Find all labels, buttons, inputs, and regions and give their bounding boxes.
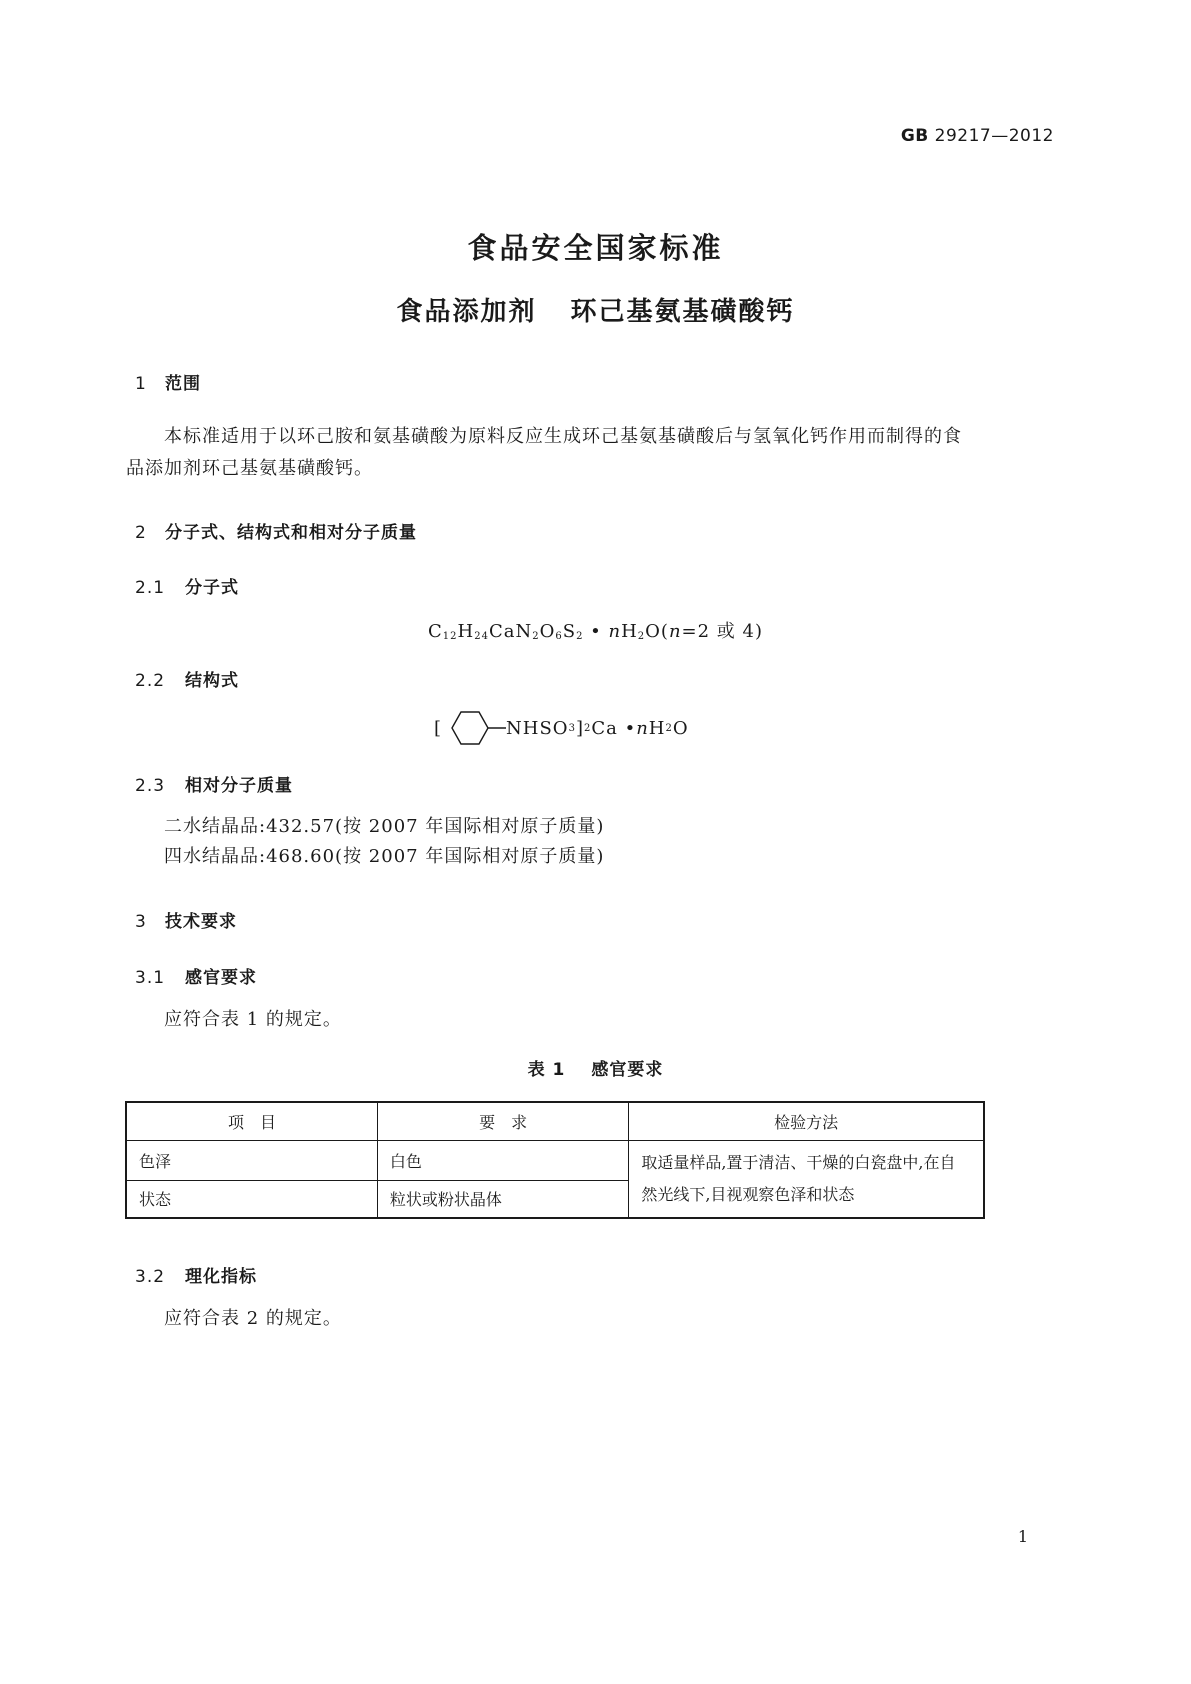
molecular-formula: $C_{12}H_{24}CaN_2O_6S_2$ • $nH_2O(n=2$ 或 4) [427, 621, 763, 642]
cyclohexane-ring-icon [442, 708, 506, 748]
row-item-color: 色泽 [126, 1140, 377, 1180]
section-2-2-heading: 2.2 结构式 [135, 671, 239, 691]
row-item-state: 状态 [126, 1180, 377, 1218]
column-header-item: 项 目 [126, 1102, 377, 1140]
section-2-1-heading: 2.1 分子式 [135, 578, 239, 598]
page-number: 1 [1017, 1527, 1028, 1546]
section-3-1-heading: 3.1 感官要求 [135, 968, 257, 988]
standard-code [901, 126, 1054, 146]
section-2-3-heading: 2.3 相对分子质量 [135, 776, 293, 796]
subtitle-substance: 环己基氨基磺酸钙 [570, 297, 795, 327]
standard-number: 29217—2012 [934, 126, 1054, 146]
bracket-open: [ [434, 717, 443, 739]
section-2-heading: 2 分子式、结构式和相对分子质量 [135, 523, 417, 543]
structural-formula: [ NHSO 3 ] 2 Ca • n H 2 O [434, 708, 689, 748]
table-header-row [126, 1102, 984, 1140]
test-method-cell: 取适量样品,置于清洁、干燥的白瓷盘中,在自 然光线下,目视观察色泽和状态 [629, 1140, 984, 1218]
table-1-caption: 表 1 感官要求 [527, 1060, 664, 1080]
section-3-1-text: 应符合表 1 的规定。 [164, 1009, 342, 1030]
mass-dihydrate: 二水结晶品:432.57(按 2007 年国际相对原子质量) [164, 816, 605, 837]
section-3-heading: 3 技术要求 [135, 912, 237, 932]
row-req-color: 白色 [377, 1140, 628, 1180]
scope-line-1: 本标准适用于以环己胺和氨基磺酸为原料反应生成环己基氨基磺酸后与氢氧化钙作用而制得的食 [164, 426, 962, 447]
section-3-2-heading: 3.2 理化指标 [135, 1267, 257, 1287]
table-row [126, 1140, 984, 1180]
column-header-requirement: 要 求 [377, 1102, 628, 1140]
section-1-heading: 1 范围 [135, 374, 201, 394]
section-3-2-text: 应符合表 2 的规定。 [164, 1308, 342, 1329]
document-title: 食品安全国家标准 [467, 231, 724, 265]
subtitle-category: 食品添加剂 [396, 297, 537, 327]
mass-tetrahydrate: 四水结晶品:468.60(按 2007 年国际相对原子质量) [164, 846, 605, 867]
sensory-requirements-table [125, 1101, 985, 1219]
gb-prefix: GB [900, 126, 929, 146]
row-req-state: 粒状或粉状晶体 [377, 1180, 628, 1218]
scope-line-2: 品添加剂环己基氨基磺酸钙。 [126, 458, 373, 479]
document-subtitle [0, 291, 1191, 328]
column-header-method: 检验方法 [629, 1102, 984, 1140]
